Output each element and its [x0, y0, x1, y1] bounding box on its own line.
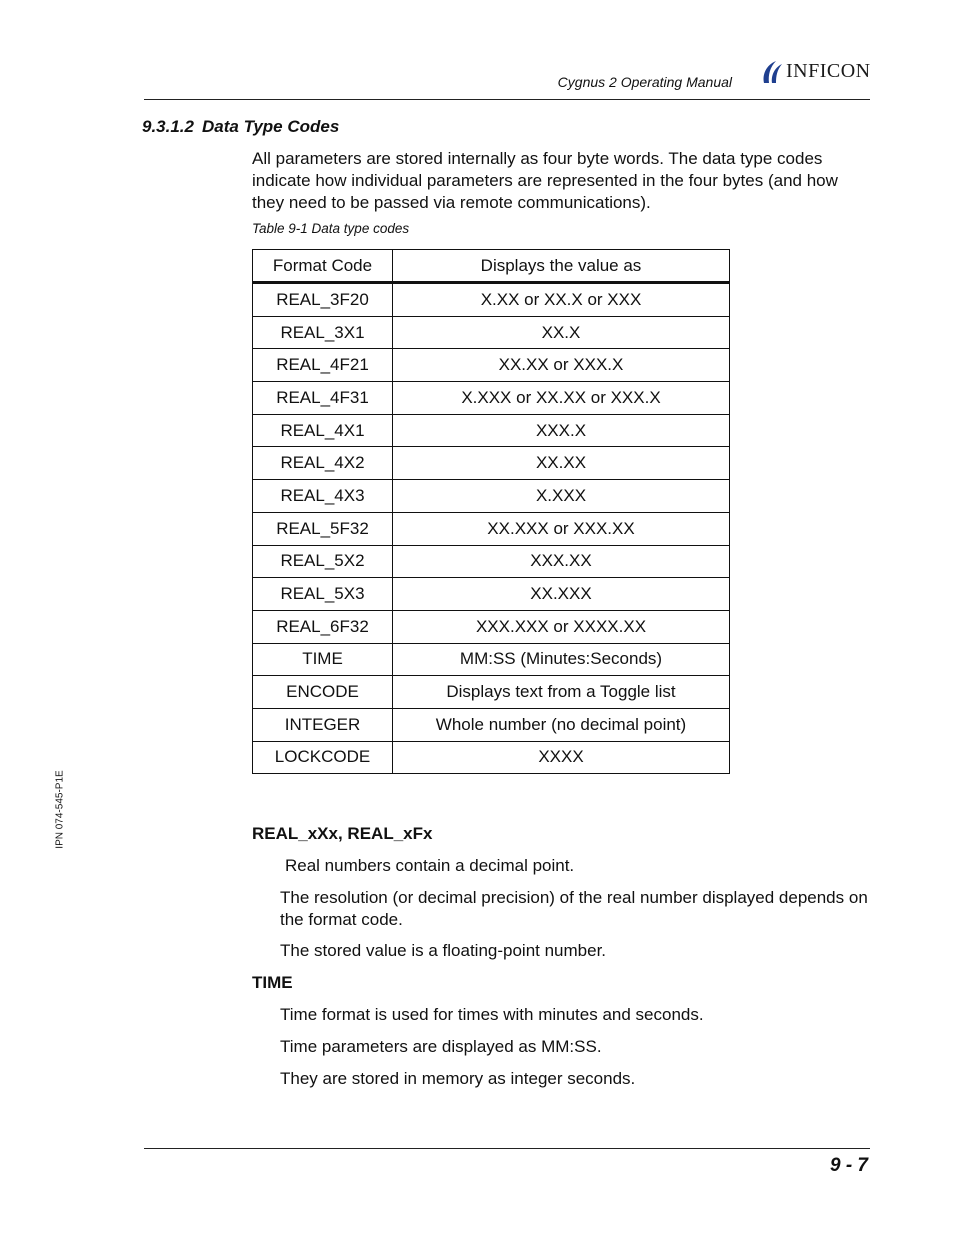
section-number: 9.3.1.2 [142, 117, 194, 136]
manual-title: Cygnus 2 Operating Manual [557, 74, 732, 90]
display-format-cell: XX.XX [393, 447, 730, 480]
page-number: 9 - 7 [829, 1155, 868, 1176]
table-row [253, 578, 730, 611]
format-code-cell: REAL_4X3 [253, 480, 393, 513]
display-format-cell: XXX.XXX or XXXX.XX [393, 610, 730, 643]
table-header-row [253, 250, 730, 283]
table-row [253, 512, 730, 545]
time-paragraph: They are stored in memory as integer seconds. [280, 1069, 636, 1088]
format-code-cell: ENCODE [253, 676, 393, 709]
time-paragraph: Time format is used for times with minutes and seconds. [280, 1005, 704, 1024]
table-row [253, 447, 730, 480]
table-row [253, 610, 730, 643]
real-paragraph: The stored value is a floating-point number. [280, 941, 607, 960]
table-caption: Table 9-1 Data type codes [252, 221, 410, 236]
format-code-cell: REAL_4X1 [253, 414, 393, 447]
display-format-cell: Whole number (no decimal point) [393, 708, 730, 741]
logo-wordmark: INFICON [786, 60, 871, 82]
format-code-cell: INTEGER [253, 708, 393, 741]
display-format-cell: XX.X [393, 316, 730, 349]
table-row [253, 643, 730, 676]
column-header-format-code: Format Code [253, 250, 393, 283]
section-heading [142, 117, 339, 137]
format-code-cell: REAL_4F21 [253, 349, 393, 382]
header-rule [144, 99, 870, 100]
format-code-cell: REAL_3F20 [253, 283, 393, 317]
display-format-cell: XX.XXX [393, 578, 730, 611]
table-row [253, 708, 730, 741]
table-row [253, 283, 730, 317]
format-code-cell: REAL_3X1 [253, 316, 393, 349]
format-code-cell: REAL_6F32 [253, 610, 393, 643]
display-format-cell: XXXX [393, 741, 730, 774]
section-title: Data Type Codes [202, 117, 340, 136]
display-format-cell: X.XX or XX.X or XXX [393, 283, 730, 317]
intro-paragraph: All parameters are stored internally as four byte words. The data type codes indicate how individual parameters are represented in the four bytes (and how they need to be passed via remote communications). [252, 149, 838, 212]
display-format-cell: MM:SS (Minutes:Seconds) [393, 643, 730, 676]
format-code-cell: LOCKCODE [253, 741, 393, 774]
real-heading: REAL_xXx, REAL_xFx [252, 824, 433, 843]
time-paragraph: Time parameters are displayed as MM:SS. [280, 1037, 602, 1056]
inficon-logo [760, 59, 875, 85]
table-row [253, 480, 730, 513]
table-row [253, 676, 730, 709]
table-row [253, 316, 730, 349]
time-heading: TIME [252, 973, 293, 992]
data-type-codes-table [252, 249, 730, 774]
table-row [253, 349, 730, 382]
format-code-cell: REAL_4X2 [253, 447, 393, 480]
table-body [253, 283, 730, 774]
format-code-cell: REAL_5X3 [253, 578, 393, 611]
table-row [253, 545, 730, 578]
format-code-cell: REAL_4F31 [253, 382, 393, 415]
format-code-cell: TIME [253, 643, 393, 676]
table-row [253, 414, 730, 447]
table-row [253, 741, 730, 774]
format-code-cell: REAL_5F32 [253, 512, 393, 545]
display-format-cell: XXX.X [393, 414, 730, 447]
column-header-displays: Displays the value as [393, 250, 730, 283]
display-format-cell: XXX.XX [393, 545, 730, 578]
display-format-cell: X.XXX [393, 480, 730, 513]
footer-rule [144, 1148, 870, 1149]
real-paragraph: Real numbers contain a decimal point. [285, 856, 575, 875]
ipn-side-label: IPN 074-545-P1E [54, 770, 66, 849]
real-paragraph: The resolution (or decimal precision) of the real number displayed depends on the format code. [280, 888, 868, 929]
display-format-cell: XX.XX or XXX.X [393, 349, 730, 382]
display-format-cell: Displays text from a Toggle list [393, 676, 730, 709]
inficon-swoosh-icon [760, 59, 784, 85]
display-format-cell: XX.XXX or XXX.XX [393, 512, 730, 545]
table-row [253, 382, 730, 415]
format-code-cell: REAL_5X2 [253, 545, 393, 578]
display-format-cell: X.XXX or XX.XX or XXX.X [393, 382, 730, 415]
